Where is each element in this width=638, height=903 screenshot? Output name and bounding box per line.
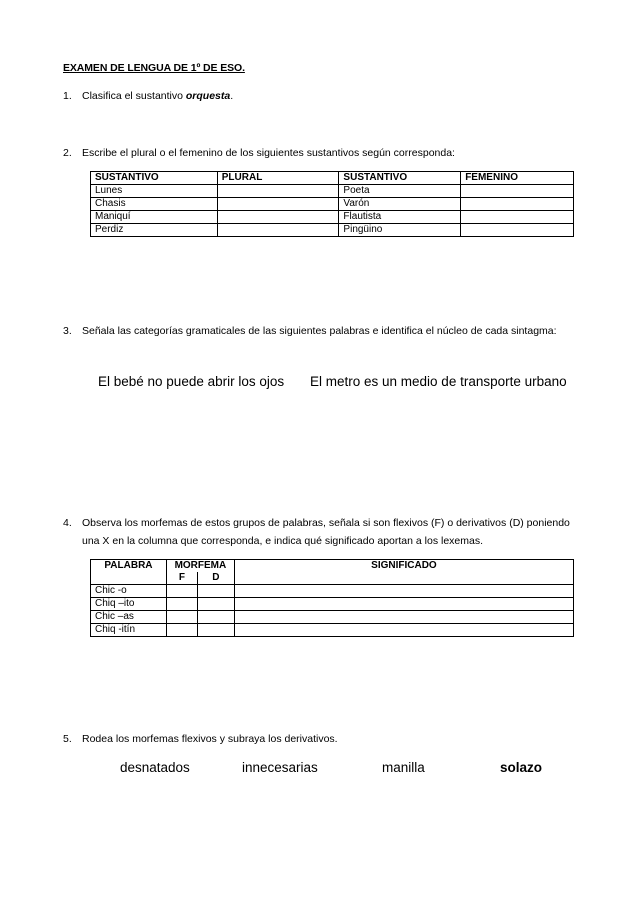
meaning-cell[interactable] bbox=[234, 624, 573, 637]
word-4: solazo bbox=[500, 760, 543, 775]
answer-cell[interactable] bbox=[217, 198, 339, 211]
plural-feminine-table bbox=[90, 171, 574, 237]
answer-cell[interactable] bbox=[461, 211, 574, 224]
table-cell: Maniquí bbox=[91, 211, 218, 224]
table-row bbox=[91, 585, 574, 598]
d-cell[interactable] bbox=[197, 624, 234, 637]
table-cell: Poeta bbox=[339, 185, 461, 198]
answer-cell[interactable] bbox=[217, 211, 339, 224]
table-cell: Varón bbox=[339, 198, 461, 211]
question-text: Señala las categorías gramaticales de las siguientes palabras e identifica el núcleo de cada sintagma: bbox=[82, 325, 557, 337]
header-d: D bbox=[197, 572, 234, 585]
word-cell: Chic –as bbox=[91, 611, 167, 624]
word-cell: Chiq –ito bbox=[91, 598, 167, 611]
d-cell[interactable] bbox=[197, 598, 234, 611]
meaning-cell[interactable] bbox=[234, 598, 573, 611]
sentence-1: El bebé no puede abrir los ojos bbox=[98, 374, 285, 389]
answer-cell[interactable] bbox=[461, 224, 574, 237]
table-row bbox=[91, 624, 574, 637]
header-cell: PLURAL bbox=[217, 172, 339, 185]
morpheme-table bbox=[90, 559, 574, 637]
f-cell[interactable] bbox=[166, 598, 197, 611]
f-cell[interactable] bbox=[166, 585, 197, 598]
table-header-row bbox=[91, 560, 574, 573]
table-cell: Lunes bbox=[91, 185, 218, 198]
header-cell: SUSTANTIVO bbox=[91, 172, 218, 185]
table-cell: Flautista bbox=[339, 211, 461, 224]
table-cell: Pingüino bbox=[339, 224, 461, 237]
word-2: innecesarias bbox=[242, 760, 318, 775]
f-cell[interactable] bbox=[166, 624, 197, 637]
question-text-end: . bbox=[230, 90, 234, 102]
question-keyword: orquesta bbox=[185, 90, 231, 102]
question-text-line-2: una X en la columna que corresponda, e indica qué significado aportan a los lexemas. bbox=[82, 535, 484, 547]
meaning-cell[interactable] bbox=[234, 611, 573, 624]
answer-cell[interactable] bbox=[461, 185, 574, 198]
table-row bbox=[91, 224, 574, 237]
question-number: 3. bbox=[63, 325, 72, 337]
header-morfema: MORFEMA bbox=[166, 560, 234, 573]
answer-cell[interactable] bbox=[217, 185, 339, 198]
table-cell: Perdiz bbox=[91, 224, 218, 237]
header-f: F bbox=[166, 572, 197, 585]
question-number: 2. bbox=[63, 147, 72, 159]
d-cell[interactable] bbox=[197, 611, 234, 624]
table-row bbox=[91, 198, 574, 211]
header-cell: SUSTANTIVO bbox=[339, 172, 461, 185]
table-row bbox=[91, 598, 574, 611]
sentence-2: El metro es un medio de transporte urbano bbox=[310, 374, 567, 389]
answer-cell[interactable] bbox=[461, 198, 574, 211]
table-row bbox=[91, 211, 574, 224]
question-number: 4. bbox=[63, 517, 72, 529]
word-1: desnatados bbox=[120, 760, 190, 775]
table-row bbox=[91, 185, 574, 198]
question-number: 5. bbox=[63, 733, 72, 745]
question-4-continued bbox=[63, 535, 483, 547]
header-palabra: PALABRA bbox=[91, 560, 167, 585]
question-1 bbox=[63, 90, 233, 102]
question-2 bbox=[63, 147, 455, 159]
question-text-line-1: Observa los morfemas de estos grupos de palabras, señala si son flexivos (F) o derivativos (D) poniendo bbox=[82, 517, 570, 529]
answer-cell[interactable] bbox=[217, 224, 339, 237]
word-3: manilla bbox=[382, 760, 425, 775]
header-significado: SIGNIFICADO bbox=[234, 560, 573, 585]
header-cell: FEMENINO bbox=[461, 172, 574, 185]
table-header-row bbox=[91, 172, 574, 185]
d-cell[interactable] bbox=[197, 585, 234, 598]
table-row bbox=[91, 611, 574, 624]
question-text: Rodea los morfemas flexivos y subraya los derivativos. bbox=[82, 733, 338, 745]
word-cell: Chic -o bbox=[91, 585, 167, 598]
question-4 bbox=[63, 517, 570, 529]
meaning-cell[interactable] bbox=[234, 585, 573, 598]
question-text: Escribe el plural o el femenino de los siguientes sustantivos según corresponda: bbox=[82, 147, 455, 159]
word-cell: Chiq -itín bbox=[91, 624, 167, 637]
f-cell[interactable] bbox=[166, 611, 197, 624]
question-text: Clasifica el sustantivo bbox=[82, 90, 186, 102]
table-cell: Chasis bbox=[91, 198, 218, 211]
question-5 bbox=[63, 733, 338, 745]
question-3 bbox=[63, 325, 557, 337]
page-title: EXAMEN DE LENGUA DE 1º DE ESO. bbox=[63, 62, 245, 74]
question-number: 1. bbox=[63, 90, 72, 102]
